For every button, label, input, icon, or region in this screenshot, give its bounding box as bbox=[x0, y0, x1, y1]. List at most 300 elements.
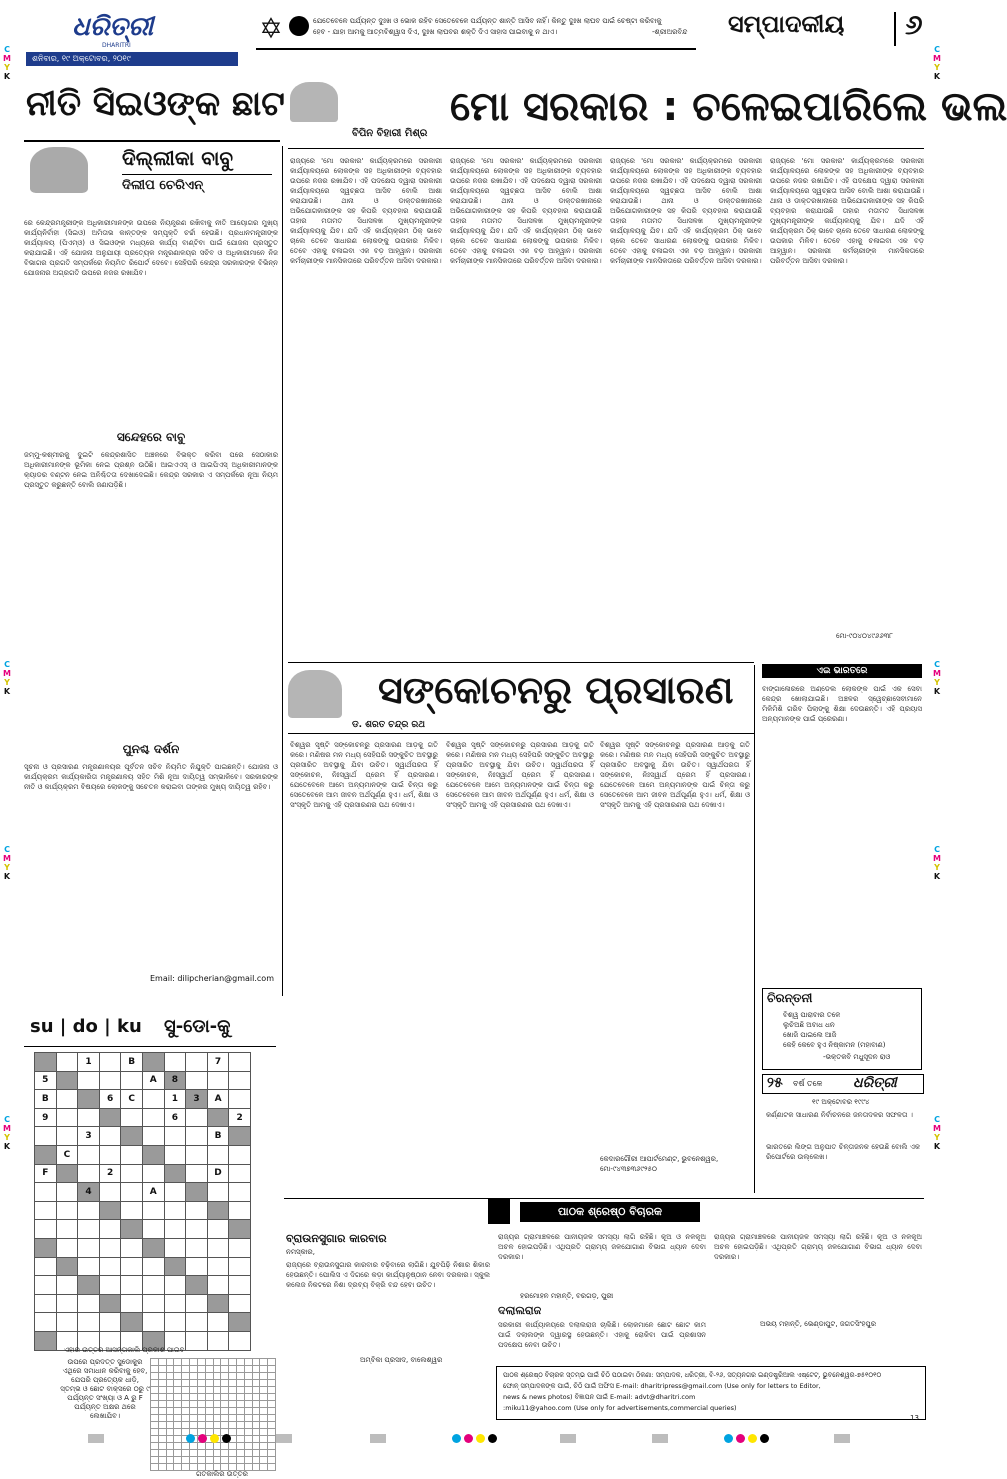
solution-cell bbox=[197, 1394, 205, 1401]
letter-2-body: ସରକାରୀ କାର୍ଯ୍ୟାଳୟରେ ଦଲାଲରାଜ ଚାଲିଛି। ଲୋକମାନେ ଛୋଟ ଛୋଟ କାମ ପାଇଁ ଦଲାଲଙ୍କ ଦ୍ୱାରସ୍ଥ ହେଉଛନ୍ତି। ଏହାକୁ ରୋକିବା ପାଇଁ ପ୍ରଶାସନ ପଦକ୍ଷେପ ନେବା ଉଚିତ। bbox=[498, 1321, 706, 1349]
section-divider bbox=[894, 12, 896, 46]
solution-cell bbox=[158, 1429, 166, 1436]
left-email[interactable]: Email: dilipcherian@gmail.com bbox=[150, 974, 274, 983]
solution-cell bbox=[174, 1443, 182, 1450]
solution-cell bbox=[252, 1450, 260, 1457]
solution-cell bbox=[252, 1429, 260, 1436]
solution-cell bbox=[260, 1429, 268, 1436]
solution-cell bbox=[252, 1401, 260, 1408]
solution-cell bbox=[205, 1415, 213, 1422]
solution-cell bbox=[260, 1387, 268, 1394]
sudoku-cell: A bbox=[207, 1090, 229, 1109]
column-author: ଦିଲୀପ ଚେରିଏନ୍ bbox=[122, 178, 204, 193]
solution-cell bbox=[166, 1394, 174, 1401]
solution-cell bbox=[252, 1464, 260, 1471]
sudoku-cell: 4 bbox=[78, 1183, 100, 1202]
second-address: କେଦାରଗୌରୀ ଆପାର୍ଟମେଣ୍ଟ, ଭୁବନେଶ୍ୱର, ମୋ-୯୪୩୭୩୬୯୨୫୦ bbox=[600, 1155, 719, 1173]
solution-cell bbox=[213, 1366, 221, 1373]
readers-footer-line-3[interactable]: news & news photos) ବିଜ୍ଞାପନ ପାଇଁ E-mail: advt@dharitri.com bbox=[503, 1393, 696, 1401]
sudoku-cell bbox=[35, 1313, 57, 1332]
solution-cell bbox=[221, 1450, 229, 1457]
sudoku-cell bbox=[35, 1257, 57, 1276]
solution-cell bbox=[213, 1380, 221, 1387]
lead-body-col-3: ରାଜ୍ୟରେ 'ମୋ ସରକାର' କାର୍ଯ୍ୟକ୍ରମରେ ସରକାରୀ କାର୍ଯ୍ୟାଳୟରେ ଲୋକଙ୍କ ସହ ଅଧିକାରୀଙ୍କ ବ୍ୟବହାର ଉପରେ ନଜର ରଖାଯିବ। ଏହି ପଦକ୍ଷେପ ଦ୍ୱାରା ସରକାରୀ କାର୍ଯ୍ୟାଳୟରେ ସ୍ୱଚ୍ଛତା ଆସିବ ବୋଲି ଆଶା କରାଯାଉଛି। ଥାନା ଓ ଡାକ୍ତରଖାନାରେ ଅଭିଯୋଗକାରୀଙ୍କ ସହ କିପରି ବ୍ୟବହାର କରାଯାଉଛି ତାହାର ମତାମତ ସିଧାସଳଖ ମୁଖ୍ୟମନ୍ତ୍ରୀଙ୍କ କାର୍ଯ୍ୟାଳୟକୁ ଯିବ। ଯଦି ଏହି କାର୍ଯ୍ୟକ୍ରମ ଠିକ୍ ଭାବେ ଚାଲେ ତେବେ ସାଧାରଣ ଲୋକଙ୍କୁ ଉପକାର ମିଳିବ। ତେବେ ଏହାକୁ ଚଳାଇବା ଏକ ବଡ଼ ଆହ୍ୱାନ। ସରକାରୀ କର୍ମଚାରୀଙ୍କ ମାନସିକତାରେ ପରିବର୍ତ୍ତନ ଆସିବା ଦରକାର। bbox=[610, 157, 762, 265]
sudoku-cell bbox=[207, 1294, 229, 1313]
sudoku-cell bbox=[78, 1108, 100, 1127]
sudoku-cell bbox=[207, 1257, 229, 1276]
sudoku-cell bbox=[207, 1108, 229, 1127]
solution-cell bbox=[260, 1415, 268, 1422]
sudoku-cell: 2 bbox=[99, 1164, 121, 1183]
solution-row bbox=[151, 1359, 276, 1366]
second-top-rule bbox=[288, 662, 754, 663]
sudoku-cell bbox=[78, 1294, 100, 1313]
chirantani-line-1: ବିଶ୍ୱ ପାରାବାର ତଳେ bbox=[783, 1011, 841, 1019]
solution-cell bbox=[158, 1408, 166, 1415]
sudoku-cell bbox=[56, 1108, 78, 1127]
sudoku-row bbox=[35, 1071, 251, 1090]
quote-line-1: ଯେତେବେଳେ ପର୍ଯ୍ୟନ୍ତ ଦୁଃଖ ଓ ଭୋକ ରହିବ ସେତେବେଳେ ପର୍ଯ୍ୟନ୍ତ ଶାନ୍ତି ଆସିବ ନାହିଁ। କିନ୍ତୁ ଦୁଃଖ ଲାଘବ ପାଇଁ ଚେଷ୍ଟା କରିବାକୁ bbox=[313, 17, 662, 25]
solution-cell bbox=[236, 1443, 244, 1450]
sudoku-cell bbox=[56, 1276, 78, 1295]
solution-cell bbox=[182, 1457, 190, 1464]
solution-cell bbox=[221, 1394, 229, 1401]
solution-cell bbox=[252, 1380, 260, 1387]
solution-cell bbox=[158, 1387, 166, 1394]
solution-cell bbox=[151, 1408, 159, 1415]
sudoku-cell bbox=[121, 1164, 143, 1183]
sudoku-cell bbox=[56, 1090, 78, 1109]
solution-cell bbox=[260, 1366, 268, 1373]
sudoku-title-odia: ସୁ-ଡୋ-କୁ bbox=[164, 1016, 231, 1037]
sudoku-cell bbox=[56, 1294, 78, 1313]
solution-cell bbox=[244, 1422, 252, 1429]
solution-row bbox=[151, 1457, 276, 1464]
solution-cell bbox=[174, 1422, 182, 1429]
sudoku-cell bbox=[78, 1164, 100, 1183]
chirantani-credit: -ଭକ୍ତକବି ମଧୁସୂଦନ ରାଓ bbox=[823, 1053, 891, 1061]
sudoku-cell bbox=[229, 1164, 251, 1183]
sudoku-cell: C bbox=[121, 1090, 143, 1109]
sudoku-cell: A bbox=[142, 1071, 164, 1090]
solution-cell bbox=[213, 1450, 221, 1457]
flashback-date: ୧୯ ଅକ୍ଟୋବର ୧୯୯୪ bbox=[812, 1098, 870, 1106]
solution-cell bbox=[182, 1401, 190, 1408]
sudoku-title: su | do | ku bbox=[30, 1016, 142, 1037]
solution-cell bbox=[182, 1394, 190, 1401]
lead-title-rule bbox=[288, 148, 924, 149]
solution-cell bbox=[213, 1401, 221, 1408]
side-box-body: ବାଙ୍ଗାଳୋରରେ ଅଣ୍ଡେଲ ଲୋକଙ୍କ ପାଇଁ ଏକ ସେବା କେନ୍ଦ୍ର ଖୋଲାଯାଇଛି। ଅଞ୍ଚଳର ସ୍ୱେଚ୍ଛାସେବୀମାନେ ମିଳିମିଶି ଗରିବ ପିଲାଙ୍କୁ ଶିକ୍ଷା ଦେଉଛନ୍ତି। ଏହି ପ୍ରୟାସ ଅନ୍ୟମାନଙ୍କ ପାଇଁ ପ୍ରେରଣା। bbox=[762, 685, 922, 723]
solution-cell bbox=[205, 1387, 213, 1394]
solution-cell bbox=[174, 1401, 182, 1408]
solution-cell bbox=[244, 1450, 252, 1457]
sudoku-cell bbox=[207, 1145, 229, 1164]
sudoku-cell bbox=[186, 1257, 208, 1276]
sudoku-cell bbox=[164, 1145, 186, 1164]
solution-cell bbox=[151, 1415, 159, 1422]
solution-cell bbox=[229, 1401, 237, 1408]
sudoku-cell bbox=[229, 1145, 251, 1164]
solution-cell bbox=[244, 1443, 252, 1450]
columnist-photo bbox=[30, 147, 88, 193]
sudoku-cell bbox=[35, 1145, 57, 1164]
solution-cell bbox=[221, 1373, 229, 1380]
solution-cell bbox=[174, 1457, 182, 1464]
solution-cell bbox=[213, 1359, 221, 1366]
solution-cell bbox=[151, 1401, 159, 1408]
left-title-rule bbox=[24, 140, 280, 142]
print-dots-left bbox=[186, 1428, 234, 1447]
sudoku-cell bbox=[207, 1331, 229, 1350]
solution-cell bbox=[260, 1450, 268, 1457]
sudoku-cell bbox=[186, 1238, 208, 1257]
solution-row bbox=[151, 1394, 276, 1401]
solution-cell bbox=[236, 1422, 244, 1429]
solution-cell bbox=[221, 1408, 229, 1415]
solution-cell bbox=[182, 1366, 190, 1373]
sudoku-row bbox=[35, 1108, 251, 1127]
solution-cell bbox=[252, 1443, 260, 1450]
solution-cell bbox=[229, 1380, 237, 1387]
sudoku-cell bbox=[56, 1071, 78, 1090]
sudoku-cell bbox=[142, 1276, 164, 1295]
solution-cell bbox=[260, 1373, 268, 1380]
solution-cell bbox=[244, 1380, 252, 1387]
solution-cell bbox=[205, 1373, 213, 1380]
print-bar-mid-2 bbox=[560, 1428, 576, 1447]
solution-row bbox=[151, 1450, 276, 1457]
print-bar-right-2 bbox=[834, 1428, 850, 1447]
solution-cell bbox=[236, 1450, 244, 1457]
solution-cell bbox=[182, 1359, 190, 1366]
prev-solution-grid bbox=[150, 1358, 276, 1471]
solution-cell bbox=[174, 1373, 182, 1380]
sudoku-grid bbox=[34, 1052, 251, 1351]
sudoku-cell bbox=[229, 1220, 251, 1239]
sudoku-cell bbox=[99, 1276, 121, 1295]
sudoku-cell bbox=[56, 1053, 78, 1072]
solution-cell bbox=[244, 1415, 252, 1422]
side-box-label: ଏଇ ଭାରତରେ bbox=[762, 664, 922, 678]
sudoku-cell bbox=[56, 1238, 78, 1257]
solution-cell bbox=[197, 1359, 205, 1366]
solution-cell bbox=[252, 1436, 260, 1443]
solution-cell bbox=[268, 1380, 276, 1387]
sudoku-cell bbox=[186, 1201, 208, 1220]
sudoku-panel bbox=[24, 1012, 276, 1478]
sudoku-cell bbox=[35, 1331, 57, 1350]
solution-cell bbox=[260, 1422, 268, 1429]
sudoku-cell bbox=[186, 1220, 208, 1239]
sudoku-cell bbox=[78, 1276, 100, 1295]
solution-cell bbox=[166, 1387, 174, 1394]
sudoku-cell bbox=[99, 1294, 121, 1313]
solution-cell bbox=[244, 1408, 252, 1415]
solution-cell bbox=[252, 1366, 260, 1373]
solution-cell bbox=[244, 1394, 252, 1401]
letter-1-body: ରାଜ୍ୟରେ ବ୍ରାଉନସୁଗାର କାରବାର ବଢ଼ିବାରେ ଲାଗିଛି। ଯୁବପିଢ଼ି ନିଶାର ଶିକାର ହେଉଛନ୍ତି। ପୋଲିସ ଏ ଦିଗରେ କଡ଼ା କାର୍ଯ୍ୟାନୁଷ୍ଠାନ ନେବା ଦରକାର। ସ୍କୁଲ କଲେଜ ନିକଟରେ ନିଶା ଦ୍ରବ୍ୟ ବିକ୍ରି ବନ୍ଦ ହେବା ଉଚିତ। bbox=[286, 1261, 490, 1289]
lead-author: ବିପିନ ବିହାରୀ ମିଶ୍ର bbox=[352, 128, 428, 139]
solution-cell bbox=[151, 1373, 159, 1380]
flashback-box bbox=[762, 1074, 922, 1194]
sudoku-cell bbox=[164, 1257, 186, 1276]
sudoku-cell bbox=[229, 1071, 251, 1090]
sudoku-cell bbox=[142, 1164, 164, 1183]
sudoku-cell: 3 bbox=[78, 1127, 100, 1146]
solution-cell bbox=[151, 1450, 159, 1457]
solution-cell bbox=[174, 1380, 182, 1387]
sudoku-row bbox=[35, 1053, 251, 1072]
sudoku-cell bbox=[164, 1294, 186, 1313]
solution-cell bbox=[213, 1457, 221, 1464]
solution-cell bbox=[236, 1401, 244, 1408]
letter-3-body-top: ରାଜ୍ୟର ଗ୍ରାମାଞ୍ଚଳରେ ପାନୀୟଜଳ ସମସ୍ୟା ଲାଗି ରହିଛି। କୂଅ ଓ ନଳକୂଅ ଅଚଳ ହୋଇପଡ଼ିଛି। ଏଥିପ୍ରତି ଗ୍ରାମ୍ୟ ଜଳଯୋଗାଣ ବିଭାଗ ଧ୍ୟାନ ଦେବା ଦରକାର। bbox=[498, 1233, 706, 1261]
solution-cell bbox=[158, 1394, 166, 1401]
sudoku-cell bbox=[164, 1238, 186, 1257]
letter-3-sign: ଅଭୟ ମହାନ୍ତି, ଭେଣ୍ଡାପୁଟ, ଜଗତସିଂହପୁର bbox=[760, 1320, 877, 1328]
solution-cell bbox=[244, 1457, 252, 1464]
sudoku-cell bbox=[99, 1183, 121, 1202]
sudoku-cell: C bbox=[56, 1145, 78, 1164]
print-bar-right-1 bbox=[652, 1428, 668, 1447]
solution-cell bbox=[190, 1450, 198, 1457]
solution-cell bbox=[197, 1387, 205, 1394]
sudoku-cell bbox=[164, 1220, 186, 1239]
prev-solution-caption: ଗତକାଲିର ଉତ୍ତର bbox=[196, 1470, 248, 1478]
sudoku-cell bbox=[164, 1183, 186, 1202]
readers-icon bbox=[488, 1198, 510, 1224]
masthead-rule bbox=[256, 48, 696, 50]
solution-cell bbox=[174, 1450, 182, 1457]
sudoku-cell bbox=[56, 1257, 78, 1276]
solution-cell bbox=[244, 1387, 252, 1394]
sudoku-row bbox=[35, 1313, 251, 1332]
solution-cell bbox=[151, 1464, 159, 1471]
solution-cell bbox=[158, 1366, 166, 1373]
sudoku-cell bbox=[207, 1220, 229, 1239]
sudoku-cell: 6 bbox=[99, 1090, 121, 1109]
sudoku-cell bbox=[121, 1220, 143, 1239]
second-title-rule bbox=[288, 733, 754, 734]
second-body-col-1: ବିଶ୍ୱର ସୃଷ୍ଟି ସଙ୍କୋଚନରୁ ପ୍ରସାରଣ ଆଡ଼କୁ ଗତି କରେ। ମଣିଷର ମନ ମଧ୍ୟ ସେହିପରି ସଙ୍କୁଚିତ ଅବସ୍ଥାରୁ ପ୍ରସାରିତ ଅବସ୍ଥାକୁ ଯିବା ଉଚିତ। ସ୍ୱାର୍ଥପରତା ହିଁ ସଙ୍କୋଚନ, ନିଃସ୍ୱାର୍ଥ ପ୍ରେମ ହିଁ ପ୍ରସାରଣ। ଯେତେବେଳେ ଆମେ ଅନ୍ୟମାନଙ୍କ ପାଇଁ ଚିନ୍ତା କରୁ ସେତେବେଳେ ଆମ ଜୀବନ ଅର୍ଥପୂର୍ଣ୍ଣ ହୁଏ। ଧର୍ମ, ଶିକ୍ଷା ଓ ସଂସ୍କୃତି ଆମକୁ ଏହି ପ୍ରସାରଣର ପଥ ଦେଖାଏ। bbox=[290, 741, 438, 809]
sudoku-cell bbox=[56, 1201, 78, 1220]
sudoku-cell bbox=[164, 1127, 186, 1146]
chirantani-box bbox=[762, 988, 922, 1070]
solution-cell bbox=[236, 1408, 244, 1415]
sudoku-cell bbox=[99, 1071, 121, 1090]
sudoku-cell: F bbox=[35, 1164, 57, 1183]
solution-cell bbox=[229, 1359, 237, 1366]
letter-2-sign: ହରମୋହନ ମହାନ୍ତି, ବରଗଡ଼, ପୁରୀ bbox=[520, 1292, 614, 1300]
cmyk-mark-left-mid: C M Y K bbox=[3, 660, 11, 696]
sudoku-cell bbox=[121, 1313, 143, 1332]
readers-footer-line-4[interactable]: :miku11@yahoo.com (Use only for advertisements,commercial queries) bbox=[503, 1404, 737, 1412]
solution-cell bbox=[236, 1359, 244, 1366]
print-dots-right bbox=[724, 1428, 772, 1447]
solution-cell bbox=[158, 1380, 166, 1387]
sudoku-cell bbox=[142, 1313, 164, 1332]
quote-line-2: ହେବ - ଯାହା ଆମକୁ ଆତ୍ମବିଶ୍ୱାସ ଦିଏ, ଦୁଃଖ ଲାଘବର ଶକ୍ତି ଦିଏ ସାହାସ ପାଇବାକୁ ନ ଥାଏ। bbox=[313, 28, 558, 36]
sudoku-cell bbox=[229, 1238, 251, 1257]
solution-cell bbox=[260, 1443, 268, 1450]
sudoku-cell bbox=[99, 1127, 121, 1146]
solution-cell bbox=[236, 1387, 244, 1394]
print-bar-mid-1 bbox=[370, 1428, 386, 1447]
solution-cell bbox=[158, 1422, 166, 1429]
star-emblem-icon: ✡ bbox=[259, 12, 283, 45]
cmyk-mark-right-bottom: C M Y K bbox=[933, 1115, 941, 1151]
page-number-heading: ୬ bbox=[905, 8, 923, 41]
solution-cell bbox=[190, 1387, 198, 1394]
solution-cell bbox=[213, 1387, 221, 1394]
sudoku-cell bbox=[99, 1108, 121, 1127]
sudoku-cell bbox=[164, 1201, 186, 1220]
solution-cell bbox=[236, 1457, 244, 1464]
flashback-label: ବର୍ଷ ତଳେ bbox=[793, 1079, 823, 1088]
solution-cell bbox=[229, 1408, 237, 1415]
sudoku-cell bbox=[99, 1238, 121, 1257]
solution-cell bbox=[268, 1408, 276, 1415]
sudoku-cell bbox=[186, 1313, 208, 1332]
solution-cell bbox=[174, 1436, 182, 1443]
solution-cell bbox=[197, 1450, 205, 1457]
letter-2-title: ଦଲାଲରାଜ bbox=[498, 1304, 542, 1317]
sudoku-cell bbox=[35, 1053, 57, 1072]
solution-cell bbox=[221, 1415, 229, 1422]
cmyk-mark-right-mid: C M Y K bbox=[933, 660, 941, 696]
flashback-item-2: ଭାରତରେ ଲିଙ୍ଗ ଅନୁପାତ ଚିନ୍ତାଜନକ ହେଉଛି ବୋଲି ଏକ ରିପୋର୍ଟରେ ଉଲ୍ଲେଖ। bbox=[766, 1143, 920, 1161]
sudoku-cell bbox=[121, 1201, 143, 1220]
chirantani-line-4: କେହି କେବେ ହୁଏ ନିଷ୍କାମନ (ମହାବାଣ) bbox=[783, 1041, 886, 1049]
readers-footer-box bbox=[496, 1366, 926, 1420]
sudoku-cell bbox=[121, 1108, 143, 1127]
solution-cell bbox=[221, 1457, 229, 1464]
sudoku-cell bbox=[78, 1090, 100, 1109]
sudoku-cell: 7 bbox=[207, 1053, 229, 1072]
left-body-2: ଜମ୍ମୁ-କଶ୍ମୀରକୁ ଦୁଇଟି କେନ୍ଦ୍ରଶାସିତ ଅଞ୍ଚଳରେ ବିଭକ୍ତ କରିବା ପରେ ସେଠାକାର ଅଧିକାରୀମାନଙ୍କ ଭୂମିକା ନେଇ ପ୍ରଶ୍ନ ଉଠିଛି। ଆଇଏଏସ୍ ଓ ଆଇପିଏସ୍ ଅଧିକାରୀମାନଙ୍କ କ୍ୟାଡର ବଣ୍ଟନ ନେଇ ଅନିଶ୍ଚିତତା ଦେଖାଦେଇଛି। କେନ୍ଦ୍ର ସରକାର ଏ ସମ୍ପର୍କରେ ନୂଆ ନିୟମ ପ୍ରସ୍ତୁତ କରୁଛନ୍ତି ବୋଲି ଜଣାପଡ଼ିଛି। bbox=[24, 451, 278, 489]
second-title: ସଙ୍କୋଚନରୁ ପ୍ରସାରଣ bbox=[378, 668, 734, 712]
left-subhead-2: ପୁନଶ୍ଚ ଦର୍ଶନ bbox=[122, 742, 180, 756]
lead-contact: ମୋ-୯୦୪୦୪୯୬୬୩୮ bbox=[836, 632, 893, 640]
prev-solution-wrap bbox=[150, 1358, 276, 1471]
sudoku-cell bbox=[78, 1201, 100, 1220]
sudoku-cell: 6 bbox=[164, 1108, 186, 1127]
sudoku-cell bbox=[142, 1053, 164, 1072]
solution-cell bbox=[260, 1464, 268, 1471]
solution-cell bbox=[260, 1380, 268, 1387]
quote-author: -ଶ୍ରୀଅରବିନ୍ଦ bbox=[652, 28, 688, 36]
solution-cell bbox=[244, 1359, 252, 1366]
sudoku-cell bbox=[186, 1127, 208, 1146]
sudoku-cell bbox=[99, 1201, 121, 1220]
solution-cell bbox=[205, 1408, 213, 1415]
readers-footer-line-2[interactable]: ଫୋନ୍ ସମ୍ପାଦକଙ୍କ ପାଇଁ, ଚିଠି ପାଇଁ ଅଫିସ E-mail: dharitripress@gmail.com (Use only for letters to Editor, bbox=[503, 1382, 821, 1390]
left-body-3: ସୂଚନା ଓ ପ୍ରସାରଣ ମନ୍ତ୍ରଣାଳୟର ପୂର୍ବତନ ସଚିବ ନିୟମିତ ନିଯୁକ୍ତି ପାଇଛନ୍ତି। ଯୋଜନା ଓ କାର୍ଯ୍ୟକ୍ରମ କାର୍ଯ୍ୟକାରିତା ମନ୍ତ୍ରଣାଳୟ ସହିତ ମିଶି ନୂଆ ଦାୟିତ୍ୱ ସମ୍ଭାଳିବେ। ସରକାରଙ୍କ ନୀତି ଓ କାର୍ଯ୍ୟକ୍ରମ ବିଷୟରେ ଲୋକଙ୍କୁ ସଚେତନ କରାଇବା ତାଙ୍କର ମୁଖ୍ୟ ଦାୟିତ୍ୱ ରହିବ। bbox=[24, 763, 278, 791]
logo-sub: DHARITRI bbox=[102, 42, 131, 49]
solution-cell bbox=[166, 1408, 174, 1415]
solution-cell bbox=[213, 1373, 221, 1380]
solution-cell bbox=[252, 1415, 260, 1422]
sudoku-cell bbox=[229, 1294, 251, 1313]
solution-cell bbox=[174, 1415, 182, 1422]
sudoku-cell bbox=[164, 1313, 186, 1332]
solution-cell bbox=[151, 1429, 159, 1436]
solution-cell bbox=[197, 1415, 205, 1422]
solution-cell bbox=[221, 1387, 229, 1394]
sudoku-cell bbox=[229, 1053, 251, 1072]
cmyk-mark-left-top: C M Y K bbox=[3, 45, 11, 81]
solution-cell bbox=[166, 1359, 174, 1366]
solution-cell bbox=[182, 1408, 190, 1415]
solution-cell bbox=[268, 1394, 276, 1401]
sudoku-cell bbox=[78, 1238, 100, 1257]
solution-cell bbox=[268, 1443, 276, 1450]
solution-cell bbox=[229, 1457, 237, 1464]
sudoku-cell bbox=[207, 1313, 229, 1332]
print-dots-mid bbox=[452, 1428, 500, 1447]
solution-cell bbox=[182, 1373, 190, 1380]
solution-cell bbox=[151, 1457, 159, 1464]
sudoku-cell bbox=[35, 1183, 57, 1202]
solution-cell bbox=[205, 1457, 213, 1464]
solution-cell bbox=[205, 1366, 213, 1373]
solution-cell bbox=[213, 1408, 221, 1415]
second-body-col-2: ବିଶ୍ୱର ସୃଷ୍ଟି ସଙ୍କୋଚନରୁ ପ୍ରସାରଣ ଆଡ଼କୁ ଗତି କରେ। ମଣିଷର ମନ ମଧ୍ୟ ସେହିପରି ସଙ୍କୁଚିତ ଅବସ୍ଥାରୁ ପ୍ରସାରିତ ଅବସ୍ଥାକୁ ଯିବା ଉଚିତ। ସ୍ୱାର୍ଥପରତା ହିଁ ସଙ୍କୋଚନ, ନିଃସ୍ୱାର୍ଥ ପ୍ରେମ ହିଁ ପ୍ରସାରଣ। ଯେତେବେଳେ ଆମେ ଅନ୍ୟମାନଙ୍କ ପାଇଁ ଚିନ୍ତା କରୁ ସେତେବେଳେ ଆମ ଜୀବନ ଅର୍ଥପୂର୍ଣ୍ଣ ହୁଏ। ଧର୍ମ, ଶିକ୍ଷା ଓ ସଂସ୍କୃତି ଆମକୁ ଏହି ପ୍ରସାରଣର ପଥ ଦେଖାଏ। bbox=[446, 741, 594, 809]
solution-cell bbox=[151, 1422, 159, 1429]
lead-body-col-1: ରାଜ୍ୟରେ 'ମୋ ସରକାର' କାର୍ଯ୍ୟକ୍ରମରେ ସରକାରୀ କାର୍ଯ୍ୟାଳୟରେ ଲୋକଙ୍କ ସହ ଅଧିକାରୀଙ୍କ ବ୍ୟବହାର ଉପରେ ନଜର ରଖାଯିବ। ଏହି ପଦକ୍ଷେପ ଦ୍ୱାରା ସରକାରୀ କାର୍ଯ୍ୟାଳୟରେ ସ୍ୱଚ୍ଛତା ଆସିବ ବୋଲି ଆଶା କରାଯାଉଛି। ଥାନା ଓ ଡାକ୍ତରଖାନାରେ ଅଭିଯୋଗକାରୀଙ୍କ ସହ କିପରି ବ୍ୟବହାର କରାଯାଉଛି ତାହାର ମତାମତ ସିଧାସଳଖ ମୁଖ୍ୟମନ୍ତ୍ରୀଙ୍କ କାର୍ଯ୍ୟାଳୟକୁ ଯିବ। ଯଦି ଏହି କାର୍ଯ୍ୟକ୍ରମ ଠିକ୍ ଭାବେ ଚାଲେ ତେବେ ସାଧାରଣ ଲୋକଙ୍କୁ ଉପକାର ମିଳିବ। ତେବେ ଏହାକୁ ଚଳାଇବା ଏକ ବଡ଼ ଆହ୍ୱାନ। ସରକାରୀ କର୍ମଚାରୀଙ୍କ ମାନସିକତାରେ ପରିବର୍ତ୍ତନ ଆସିବା ଦରକାର। bbox=[290, 157, 442, 265]
sudoku-cell bbox=[229, 1331, 251, 1350]
solution-row bbox=[151, 1415, 276, 1422]
sudoku-cell bbox=[164, 1164, 186, 1183]
cmyk-mark-right-low: C M Y K bbox=[933, 845, 941, 881]
lead-body-col-4: ରାଜ୍ୟରେ 'ମୋ ସରକାର' କାର୍ଯ୍ୟକ୍ରମରେ ସରକାରୀ କାର୍ଯ୍ୟାଳୟରେ ଲୋକଙ୍କ ସହ ଅଧିକାରୀଙ୍କ ବ୍ୟବହାର ଉପରେ ନଜର ରଖାଯିବ। ଏହି ପଦକ୍ଷେପ ଦ୍ୱାରା ସରକାରୀ କାର୍ଯ୍ୟାଳୟରେ ସ୍ୱଚ୍ଛତା ଆସିବ ବୋଲି ଆଶା କରାଯାଉଛି। ଥାନା ଓ ଡାକ୍ତରଖାନାରେ ଅଭିଯୋଗକାରୀଙ୍କ ସହ କିପରି ବ୍ୟବହାର କରାଯାଉଛି ତାହାର ମତାମତ ସିଧାସଳଖ ମୁଖ୍ୟମନ୍ତ୍ରୀଙ୍କ କାର୍ଯ୍ୟାଳୟକୁ ଯିବ। ଯଦି ଏହି କାର୍ଯ୍ୟକ୍ରମ ଠିକ୍ ଭାବେ ଚାଲେ ତେବେ ସାଧାରଣ ଲୋକଙ୍କୁ ଉପକାର ମିଳିବ। ତେବେ ଏହାକୁ ଚଳାଇବା ଏକ ବଡ଼ ଆହ୍ୱାନ। ସରକାରୀ କର୍ମଚାରୀଙ୍କ ମାନସିକତାରେ ପରିବର୍ତ୍ତନ ଆସିବା ଦରକାର। bbox=[770, 157, 924, 265]
flashback-years: ୨୫ bbox=[767, 1075, 783, 1091]
quote-icon bbox=[289, 16, 309, 36]
sudoku-cell bbox=[99, 1220, 121, 1239]
sudoku-cell bbox=[121, 1183, 143, 1202]
solution-cell bbox=[182, 1464, 190, 1471]
sudoku-cell bbox=[78, 1313, 100, 1332]
sudoku-cell bbox=[186, 1294, 208, 1313]
solution-cell bbox=[268, 1359, 276, 1366]
solution-cell bbox=[236, 1415, 244, 1422]
solution-cell bbox=[166, 1422, 174, 1429]
readers-label: ପାଠକ ଶ୍ରେଷ୍ଠ ବିଚାରକ bbox=[520, 1202, 700, 1222]
solution-cell bbox=[252, 1422, 260, 1429]
lead-author-photo bbox=[290, 82, 338, 122]
sudoku-cell bbox=[35, 1220, 57, 1239]
solution-cell bbox=[221, 1359, 229, 1366]
solution-cell bbox=[166, 1373, 174, 1380]
solution-cell bbox=[268, 1436, 276, 1443]
sudoku-row bbox=[35, 1145, 251, 1164]
solution-cell bbox=[158, 1443, 166, 1450]
solution-cell bbox=[174, 1408, 182, 1415]
solution-cell bbox=[166, 1464, 174, 1471]
solution-cell bbox=[205, 1450, 213, 1457]
solution-cell bbox=[229, 1450, 237, 1457]
sudoku-cell bbox=[207, 1201, 229, 1220]
solution-cell bbox=[213, 1394, 221, 1401]
solution-cell bbox=[268, 1429, 276, 1436]
sudoku-cell bbox=[142, 1201, 164, 1220]
section-title: ସମ୍ପାଦକୀୟ bbox=[728, 10, 845, 38]
solution-cell bbox=[166, 1415, 174, 1422]
solution-cell bbox=[158, 1464, 166, 1471]
print-bar-left-1 bbox=[88, 1428, 104, 1447]
sudoku-cell bbox=[186, 1276, 208, 1295]
